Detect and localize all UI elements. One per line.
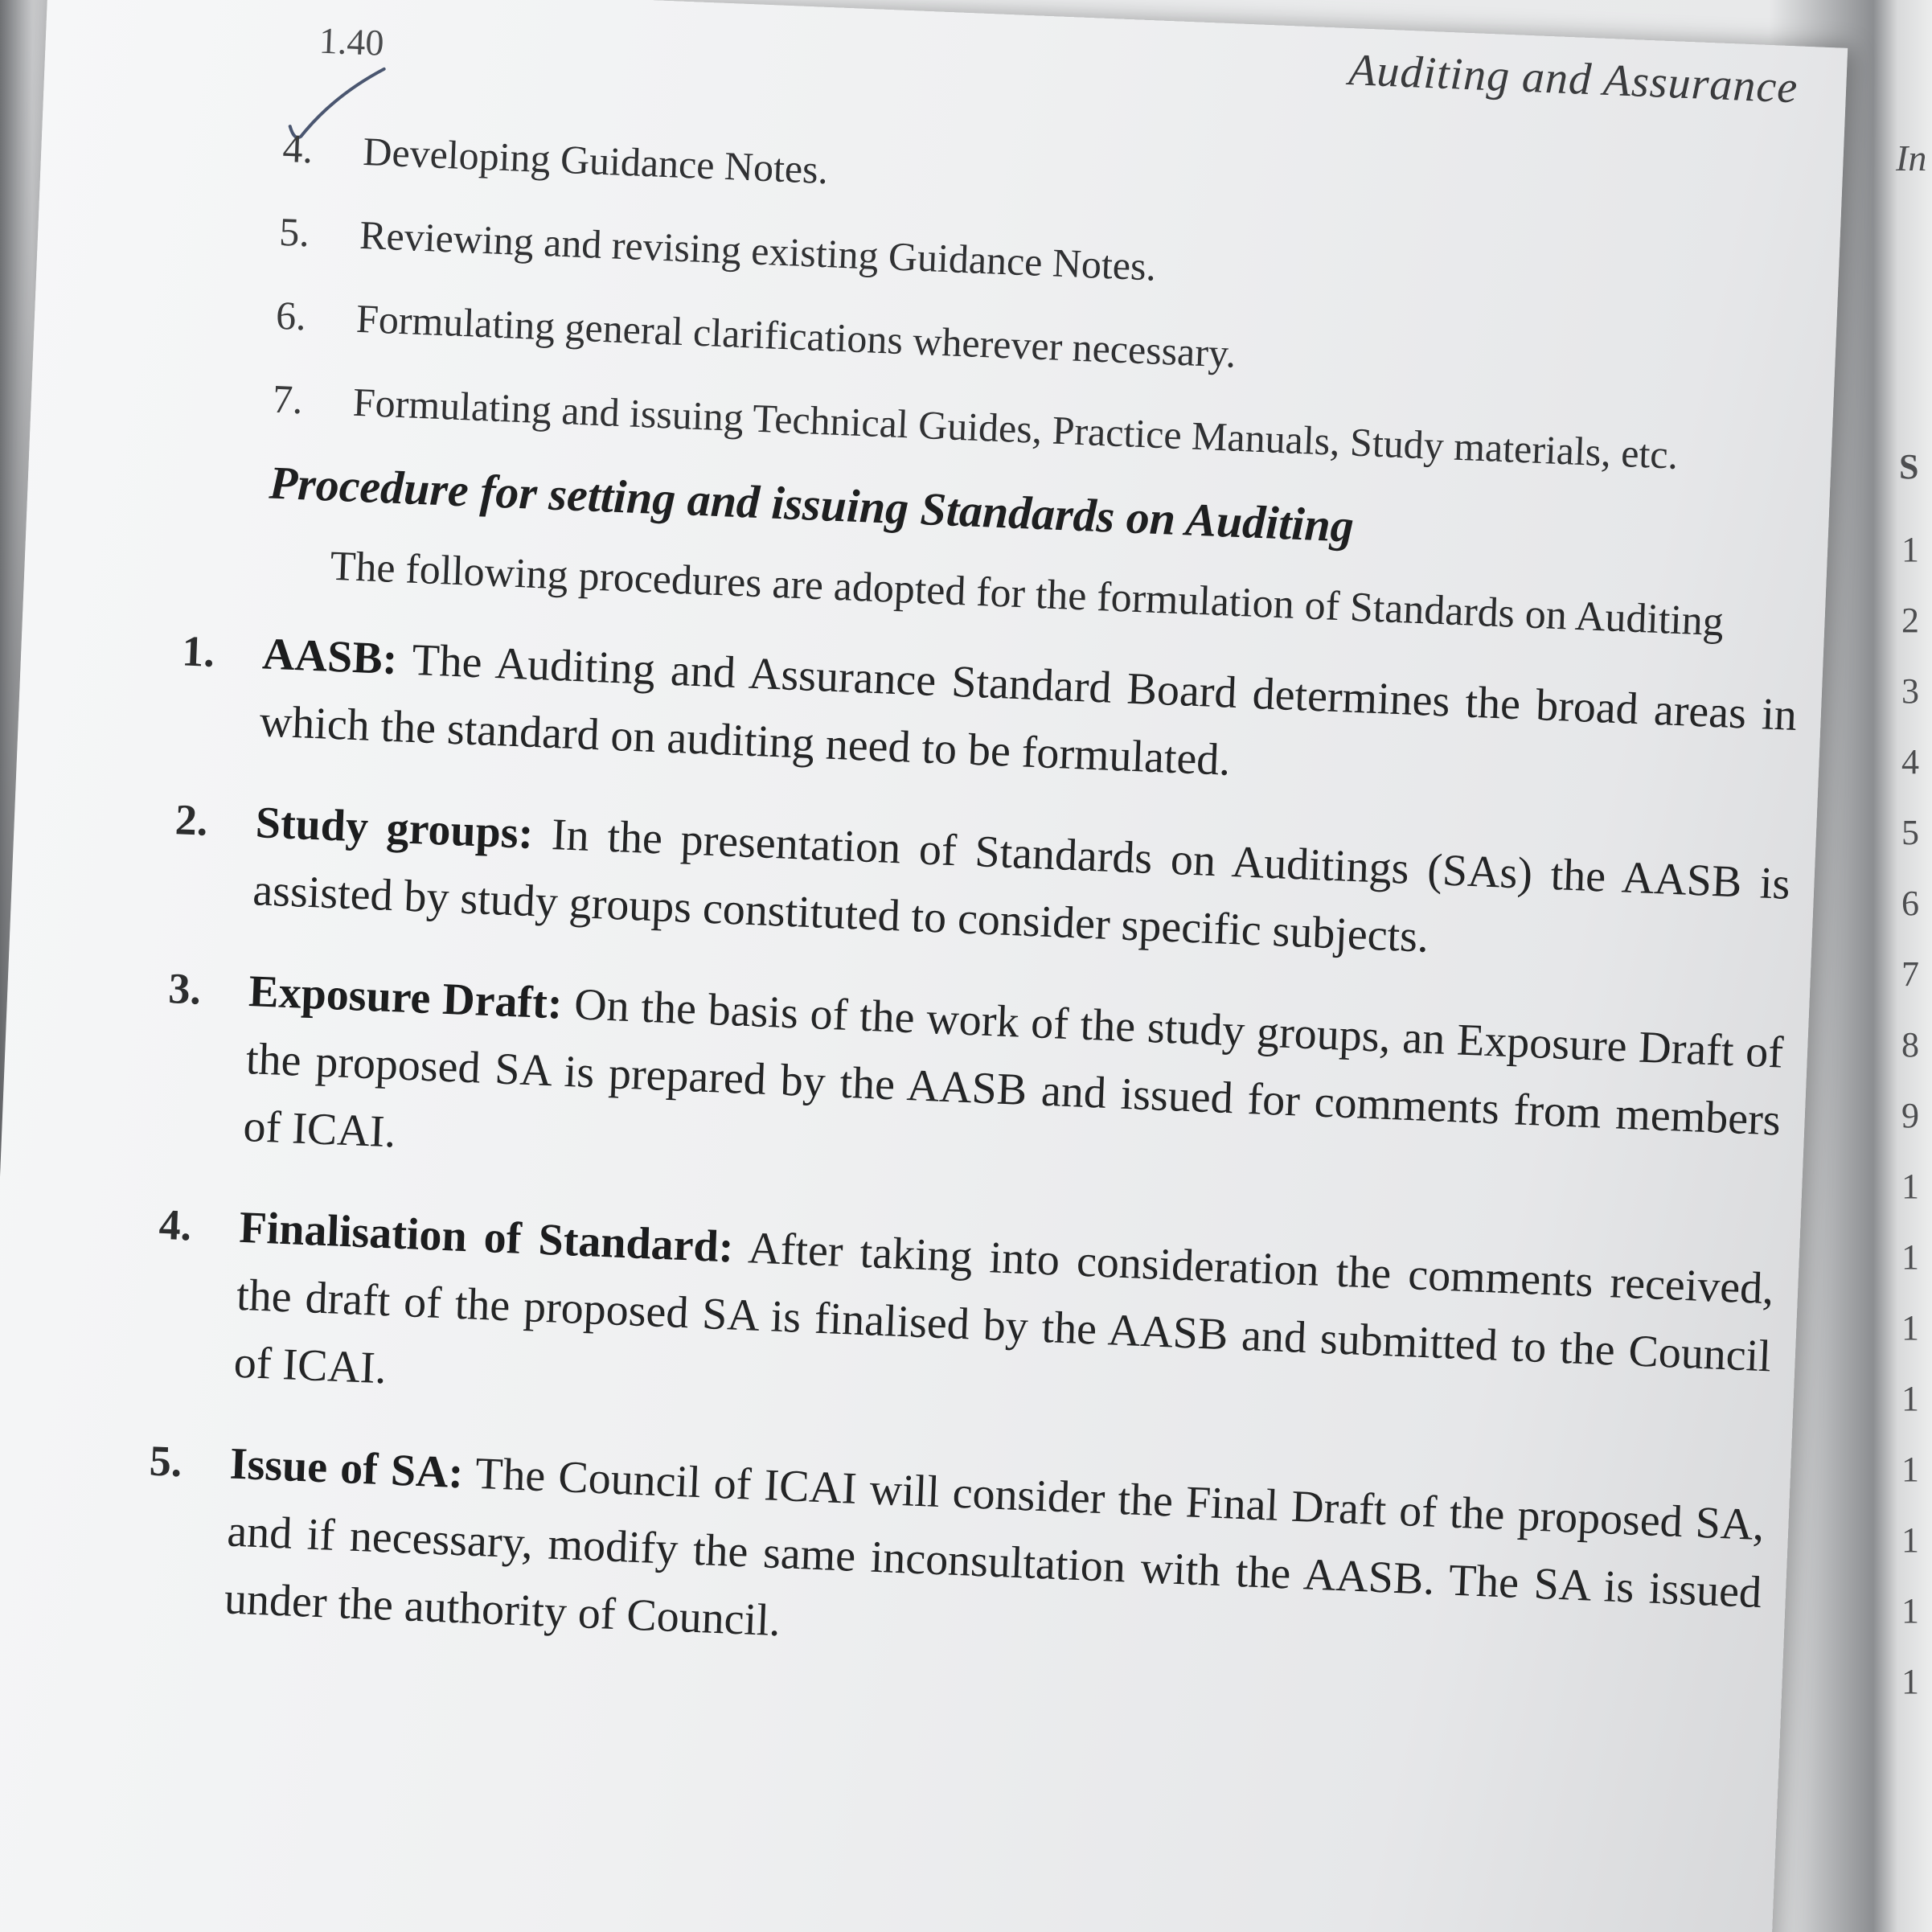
procedure-text: On the basis of the work of the study groups, an Exposure Draft of the proposed SA is prepared by the AASB and issued for comments from members of ICAI. [242, 979, 1785, 1158]
adjacent-number: 1 [1901, 1167, 1919, 1206]
adjacent-number: 1 [1901, 1379, 1919, 1418]
procedure-label: Finalisation of Standard: [238, 1202, 735, 1273]
procedure-text: After taking into consideration the comments received, the draft of the proposed SA is finalised by the AASB and submitted to the Council of ICAI. [232, 1223, 1775, 1394]
list-item-text: Developing Guidance Notes. [362, 128, 830, 193]
adjacent-number: 5 [1901, 813, 1919, 852]
adjacent-page-column-letter: S [1899, 447, 1919, 486]
adjacent-number: 1 [1901, 1662, 1919, 1701]
procedure-text: In the presentation of Standards on Auditings (SAs) the AASB is assisted by study groups constituted to consider specific subjects. [252, 810, 1791, 962]
adjacent-page-numbers [1901, 515, 1932, 1717]
list-item-number: 7. [272, 375, 304, 423]
adjacent-number: 1 [1901, 1308, 1919, 1347]
adjacent-number: 4 [1901, 742, 1919, 781]
procedure-body [223, 1430, 1766, 1694]
procedure-body [232, 1194, 1775, 1458]
section-intro: The following procedures are adopted for the formulation of Standards on Auditing [329, 543, 1725, 646]
procedure-label: AASB: [261, 629, 399, 685]
adjacent-number: 1 [1901, 1450, 1919, 1489]
adjacent-number: 1 [1901, 530, 1919, 569]
adjacent-page-letter: In [1896, 137, 1927, 178]
list-item-text: Formulating and issuing Technical Guides, Practice Manuals, Study materials, etc. [351, 379, 1680, 478]
procedure-number: 3. [167, 964, 203, 1014]
procedure-label: Issue of SA: [228, 1438, 465, 1499]
list-item-number: 4. [281, 125, 314, 172]
procedure-body [258, 620, 1798, 817]
procedure-item [162, 954, 1784, 1221]
running-head: Auditing and Assurance [1347, 45, 1799, 113]
functions-list [271, 106, 1811, 502]
procedure-number: 2. [174, 795, 209, 845]
adjacent-number: 7 [1901, 954, 1919, 994]
list-item-number: 5. [278, 208, 311, 256]
adjacent-number: 6 [1901, 884, 1919, 923]
adjacent-number: 3 [1901, 671, 1919, 711]
procedures-list [142, 617, 1799, 1728]
procedure-body [242, 958, 1785, 1221]
adjacent-number: 1 [1901, 1237, 1919, 1277]
procedure-item [143, 1427, 1766, 1694]
adjacent-number: 1 [1901, 1520, 1919, 1560]
adjacent-number: 2 [1901, 601, 1919, 640]
procedure-text: The Council of ICAI will consider the Final Draft of the proposed SA, and if necessary, modify the same inconsultation with the AASB. The SA is issued under the authority of Council. [223, 1448, 1766, 1647]
procedure-item [152, 1191, 1774, 1458]
procedure-item [178, 617, 1798, 817]
list-item-text: Reviewing and revising existing Guidance Notes. [359, 211, 1158, 289]
page-number: 1.40 [318, 19, 385, 64]
adjacent-number: 1 [1901, 1591, 1919, 1631]
procedure-number: 5. [148, 1436, 183, 1487]
procedure-item [171, 786, 1791, 986]
procedure-number: 4. [158, 1200, 193, 1250]
procedure-label: Exposure Draft: [248, 966, 564, 1029]
list-item-text: Formulating general clarifications wherever necessary. [355, 295, 1237, 376]
adjacent-number: 8 [1901, 1025, 1919, 1064]
section-heading: Procedure for setting and issuing Standards on Auditing [268, 456, 1356, 552]
list-item-number: 6. [275, 292, 307, 339]
procedure-number: 1. [181, 626, 216, 676]
procedure-text: The Auditing and Assurance Standard Board determines the broad areas in which the standard on auditing need to be formulated. [258, 634, 1799, 786]
procedure-label: Study groups: [254, 798, 535, 859]
adjacent-number: 9 [1901, 1096, 1919, 1135]
procedure-body [252, 789, 1791, 986]
